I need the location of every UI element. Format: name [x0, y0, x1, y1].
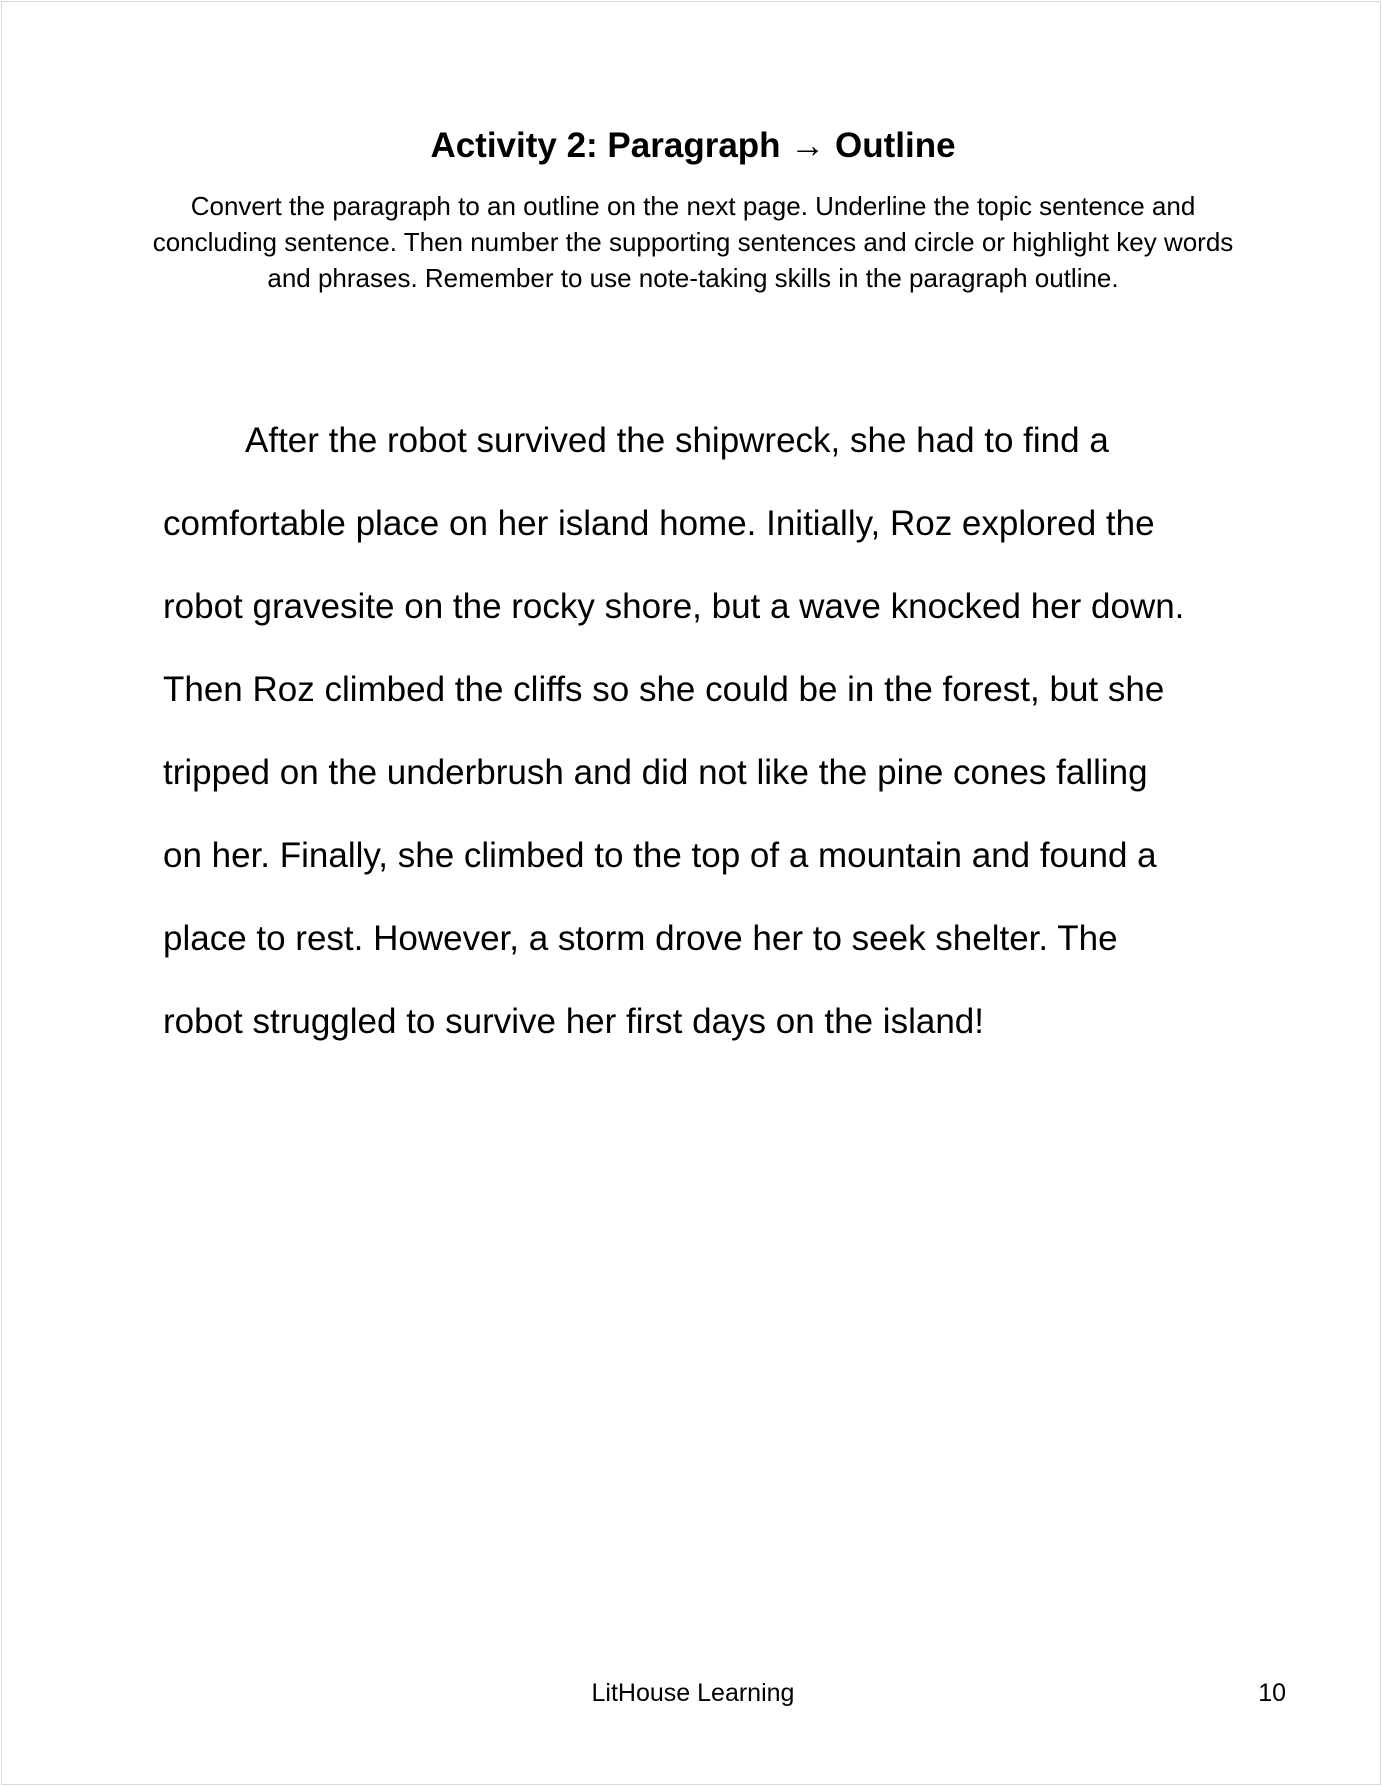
paragraph-line: comfortable place on her island home. Initially, Roz explored the — [163, 504, 1155, 543]
paragraph-line: After the robot survived the shipwreck, she had to find a — [245, 421, 1109, 460]
paragraph-line: Then Roz climbed the cliffs so she could be in the forest, but she — [163, 670, 1165, 709]
footer-brand: LitHouse Learning — [591, 1679, 795, 1707]
paragraph-line: robot gravesite on the rocky shore, but a wave knocked her down. — [163, 587, 1185, 626]
document-page — [1, 1, 1381, 1785]
paragraph-line: robot struggled to survive her first days on the island! — [163, 1002, 984, 1041]
activity-instructions: Convert the paragraph to an outline on the next page. Underline the topic sentence and concluding sentence. Then number the supporting sentences and circle or highlight key words and phrases. Remember to use note-taking skills in the paragraph outline. — [152, 191, 1234, 293]
paragraph-line: tripped on the underbrush and did not like the pine cones falling — [163, 753, 1148, 792]
activity-title: Activity 2: Paragraph → Outline — [430, 126, 956, 165]
paragraph-line: place to rest. However, a storm drove her to seek shelter. The — [163, 919, 1118, 958]
story-paragraph — [163, 399, 1239, 1063]
paragraph-line: on her. Finally, she climbed to the top of a mountain and found a — [163, 836, 1157, 875]
page-number: 10 — [1258, 1679, 1286, 1707]
